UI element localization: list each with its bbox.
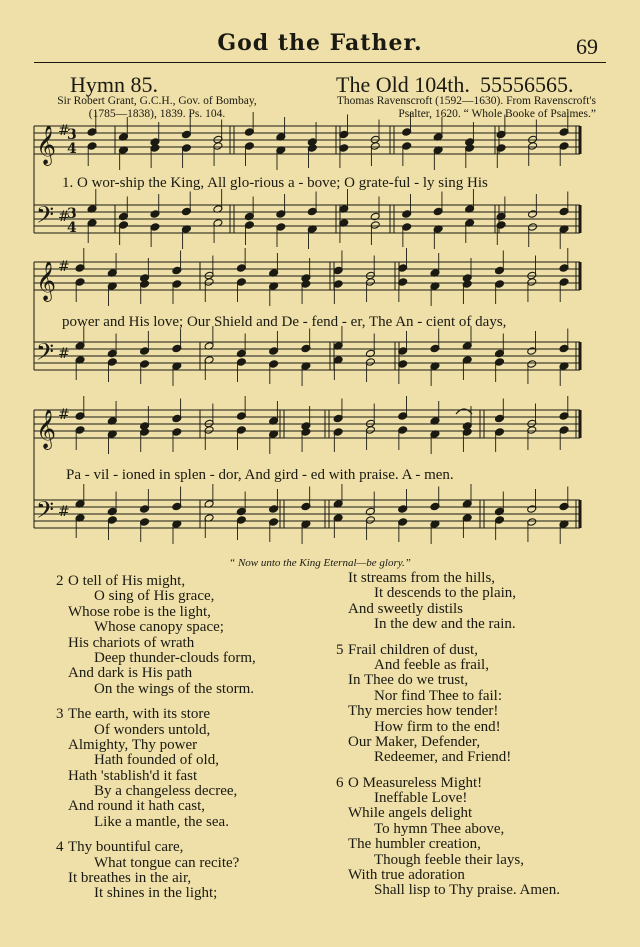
verse-line-text: Our Maker, Defender, xyxy=(348,733,481,750)
bass-clef: 𝄢 xyxy=(36,496,55,529)
sharp-sign: # xyxy=(58,504,70,520)
verse-line xyxy=(68,636,338,651)
verse-line xyxy=(68,651,338,666)
time-signature: 3 xyxy=(67,127,77,143)
verse-line-text: While angels delight xyxy=(348,805,473,822)
verse-line xyxy=(68,753,338,768)
verse-line xyxy=(68,605,338,620)
verse-line xyxy=(348,617,628,632)
sharp-sign: # xyxy=(58,259,70,275)
verse-line-text: Almighty, Thy power xyxy=(68,736,198,753)
meter: 55556565. xyxy=(480,72,574,97)
verse-line xyxy=(68,799,338,814)
lyric-line: power and His love; Our Shield and De - fend - er, The An - cient of days, xyxy=(62,314,507,330)
tune-credit-line: Thomas Ravenscroft (1592—1630). From Ravenscroft's xyxy=(336,95,596,107)
verse-line-text: O sing of His grace, xyxy=(94,588,215,605)
verse-line-text: His chariots of wrath xyxy=(68,634,195,651)
verse-line xyxy=(348,735,628,750)
page-number: 69 xyxy=(576,34,598,59)
verse-line-text: It descends to the plain, xyxy=(374,585,517,602)
verse-number: 4 xyxy=(56,839,64,856)
verse-line xyxy=(348,791,628,806)
verse-line-text: Thy bountiful care, xyxy=(68,839,184,856)
verse-line xyxy=(348,704,628,719)
verse-line-text: It streams from the hills, xyxy=(348,570,496,586)
verse-line xyxy=(348,720,628,735)
verse-line xyxy=(68,738,338,753)
verse-line xyxy=(348,853,628,868)
verse-line xyxy=(68,871,338,886)
verse-line xyxy=(68,589,338,604)
time-signature: 4 xyxy=(67,141,77,157)
verse-line-text: Shall lisp to Thy praise. Amen. xyxy=(374,882,560,899)
verse-line-text: The humbler creation, xyxy=(348,836,481,853)
treble-clef: 𝄞 xyxy=(36,125,57,165)
verse-number: 3 xyxy=(56,706,64,723)
author-credit-line: (1785—1838), 1839. Ps. 104. xyxy=(88,108,226,120)
verse-line xyxy=(68,856,338,871)
verses-right-column xyxy=(336,570,628,909)
verse xyxy=(336,774,628,899)
treble-clef: 𝄞 xyxy=(36,409,57,449)
verse-line-text: Of wonders untold, xyxy=(94,721,211,738)
verse-line xyxy=(68,886,338,901)
verse-line xyxy=(56,574,338,589)
verse-line-text: Redeemer, and Friend! xyxy=(374,749,512,766)
verse-line-text: How firm to the end! xyxy=(374,718,501,735)
verse-line xyxy=(348,602,628,617)
verse-line-text: On the wings of the storm. xyxy=(94,680,254,697)
sharp-sign: # xyxy=(58,346,70,362)
verse-line-text: Nor find Thee to fail: xyxy=(374,687,503,704)
verse-line xyxy=(348,673,628,688)
bass-clef: 𝄢 xyxy=(36,338,55,371)
verse-line-text: Ineffable Love! xyxy=(374,790,468,807)
bass-clef: 𝄢 xyxy=(36,201,55,234)
verse-line-text: Like a mantle, the sea. xyxy=(94,813,229,830)
verse-line-text: In the dew and the rain. xyxy=(374,616,516,633)
verse-number: 5 xyxy=(336,641,344,658)
verse-line-text: O tell of His might, xyxy=(68,573,186,589)
verse-line-text: It breathes in the air, xyxy=(68,870,192,887)
verse-line xyxy=(336,776,628,791)
verse-line xyxy=(348,822,628,837)
verse-line xyxy=(336,643,628,658)
verse-line xyxy=(348,586,628,601)
verse-line-text: It shines in the light; xyxy=(94,885,218,902)
verse-line-text: And dark is His path xyxy=(68,665,193,682)
verse-line-text: Whose canopy space; xyxy=(94,619,224,636)
verse-line-text: With true adoration xyxy=(348,867,465,884)
verse xyxy=(56,573,338,697)
verse-line xyxy=(348,750,628,765)
verse-line-text: Hath founded of old, xyxy=(94,752,219,769)
verse-line-text: O Measureless Might! xyxy=(348,774,483,791)
verse-line-text: In Thee do we trust, xyxy=(348,672,469,689)
verse xyxy=(56,706,338,830)
sharp-sign: # xyxy=(58,123,70,139)
verse-line xyxy=(68,784,338,799)
verse-line xyxy=(68,666,338,681)
verse-line xyxy=(348,571,628,586)
lyric-line: Pa - vil - ioned in splen - dor, And gird - ed with praise. A - men. xyxy=(66,467,454,483)
verse xyxy=(56,839,338,902)
verse-line xyxy=(348,868,628,883)
verse-line-text: What tongue can recite? xyxy=(94,854,240,871)
verse-line xyxy=(68,682,338,697)
treble-clef: 𝄞 xyxy=(36,261,57,301)
verse-line xyxy=(56,840,338,855)
caption: “ Now unto the King Eternal—be glory.” xyxy=(229,557,411,569)
verse-line-text: Hath 'stablish'd it fast xyxy=(68,767,198,784)
verse-line-text: Whose robe is the light, xyxy=(68,603,211,620)
tune-credit-line: Psalter, 1620. “ Whole Booke of Psalmes.” xyxy=(398,108,596,120)
verse-line-text: And sweetly distils xyxy=(348,600,463,617)
verse-line-text: To hymn Thee above, xyxy=(374,820,505,837)
time-signature: 4 xyxy=(67,220,77,236)
verse-line-text: Thy mercies how tender! xyxy=(348,703,499,720)
verse-line-text: Deep thunder-clouds form, xyxy=(94,649,256,666)
verse-line xyxy=(56,707,338,722)
verse xyxy=(336,641,628,766)
verse-line xyxy=(348,806,628,821)
tune-name: The Old 104th. xyxy=(336,72,470,97)
verse-line xyxy=(68,723,338,738)
verse-line xyxy=(348,883,628,898)
verse-line xyxy=(68,620,338,635)
verse-line-text: And round it hath cast, xyxy=(68,798,206,815)
verse-line-text: Frail children of dust, xyxy=(348,641,478,658)
verse-line xyxy=(68,769,338,784)
lyric-line: 1. O wor-ship the King, All glo-rious a - bove; O grate-ful - ly sing His xyxy=(62,175,488,191)
verse-number: 6 xyxy=(336,774,344,791)
verse-line xyxy=(348,658,628,673)
hymn-number: Hymn 85. xyxy=(70,72,158,97)
verse-line xyxy=(68,815,338,830)
verse-line-text: By a changeless decree, xyxy=(94,783,238,800)
verse-number: 2 xyxy=(56,573,64,589)
verse xyxy=(348,571,628,633)
sharp-sign: # xyxy=(58,209,70,225)
verses-left-column xyxy=(56,573,338,912)
time-signature: 3 xyxy=(67,206,77,222)
section-title: God the Father. xyxy=(217,30,423,56)
author-credit-line: Sir Robert Grant, G.C.H., Gov. of Bombay, xyxy=(57,95,257,107)
verse-line-text: And feeble as frail, xyxy=(374,656,489,673)
verse-line xyxy=(348,837,628,852)
verse-line xyxy=(348,689,628,704)
sharp-sign: # xyxy=(58,407,70,423)
verse-line-text: Though feeble their lays, xyxy=(374,851,524,868)
verse-line-text: The earth, with its store xyxy=(68,706,211,723)
